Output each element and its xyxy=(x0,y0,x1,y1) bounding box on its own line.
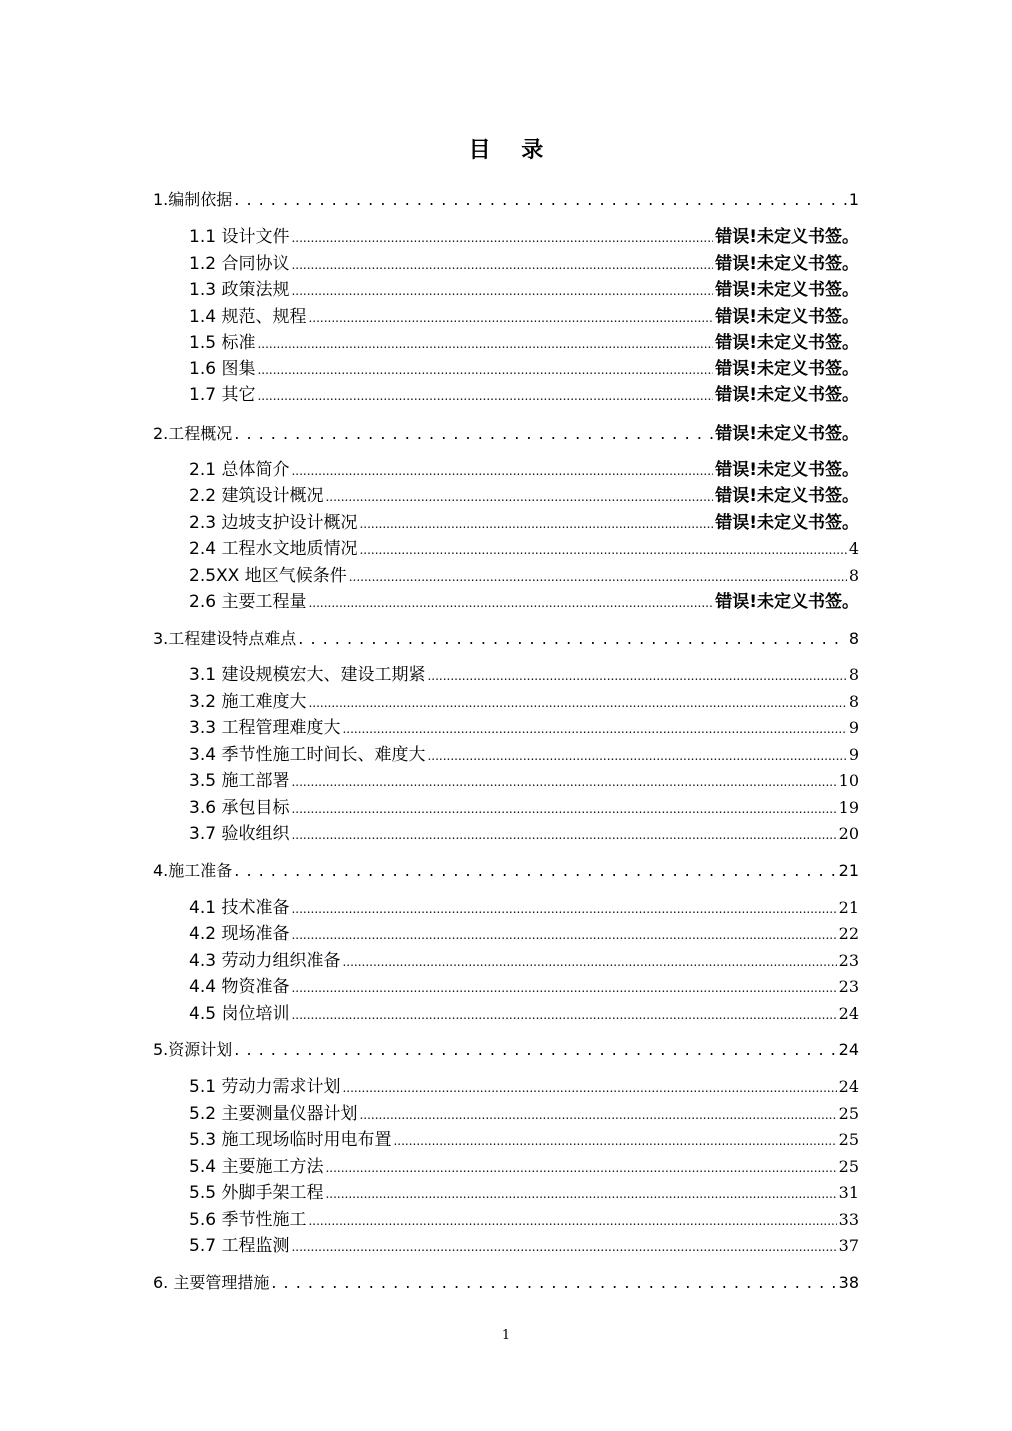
toc-entry-title: 5.资源计划 xyxy=(153,1040,233,1059)
toc-entry-title: 3.1 建设规模宏大、建设工期紧 xyxy=(189,665,426,685)
toc-dot-leader xyxy=(291,822,836,848)
toc-section-entry[interactable] xyxy=(189,589,859,615)
toc-chapter-entry[interactable] xyxy=(153,1270,859,1296)
toc-chapter-entry[interactable] xyxy=(153,421,859,447)
toc-entry-page: 19 xyxy=(838,798,859,817)
toc-entry-page: 33 xyxy=(838,1210,859,1229)
toc-dot-leader xyxy=(308,690,846,716)
toc-entry-page: 8 xyxy=(848,665,859,684)
toc-entry-title: 2.6 主要工程量 xyxy=(189,592,307,612)
toc-dot-leader xyxy=(298,626,847,652)
toc-entry-title: 4.3 劳动力组织准备 xyxy=(189,951,341,971)
toc-section-entry[interactable] xyxy=(189,304,859,330)
toc-section-entry[interactable] xyxy=(189,251,859,277)
toc-dot-leader xyxy=(291,896,836,922)
toc-entry-page: 23 xyxy=(838,977,859,996)
toc-section-entry[interactable] xyxy=(189,510,859,536)
toc-entry-page: 23 xyxy=(838,951,859,970)
toc-entry-title: 1.4 规范、规程 xyxy=(189,307,307,327)
toc-entry-title: 5.6 季节性施工 xyxy=(189,1210,307,1230)
toc-section-entry[interactable] xyxy=(189,921,859,947)
toc-dot-leader xyxy=(271,1270,836,1296)
toc-entry-page: 错误!未定义书签。 xyxy=(715,280,859,300)
toc-entry-page: 8 xyxy=(848,566,859,585)
toc-dot-leader xyxy=(325,1155,836,1181)
toc-entry-page: 20 xyxy=(838,824,859,843)
toc-entry-title: 3.2 施工难度大 xyxy=(189,692,307,712)
toc-entry-title: 2.工程概况 xyxy=(153,424,233,443)
toc-dot-leader xyxy=(349,564,847,590)
toc-title: 目 录 xyxy=(468,138,544,163)
toc-entry-page: 错误!未定义书签。 xyxy=(715,307,859,327)
toc-entry-title: 1.7 其它 xyxy=(189,385,256,405)
toc-entry-page: 9 xyxy=(848,718,859,737)
toc-dot-leader xyxy=(257,331,713,357)
toc-entry-title: 1.5 标准 xyxy=(189,333,256,353)
toc-dot-leader xyxy=(427,743,846,769)
toc-dot-leader xyxy=(342,949,836,975)
toc-entry-page: 错误!未定义书签。 xyxy=(715,385,859,405)
toc-dot-leader xyxy=(342,716,846,742)
toc-dot-leader xyxy=(291,1002,836,1028)
toc-dot-leader xyxy=(234,858,836,884)
toc-dot-leader xyxy=(291,458,713,484)
toc-chapter-entry[interactable] xyxy=(153,626,859,652)
toc-dot-leader xyxy=(291,225,713,251)
toc-dot-leader xyxy=(308,1208,836,1234)
toc-section-entry[interactable] xyxy=(189,1154,859,1180)
toc-entry-page: 21 xyxy=(838,898,859,917)
toc-section-entry[interactable] xyxy=(189,563,859,589)
toc-section-entry[interactable] xyxy=(189,895,859,921)
toc-dot-leader xyxy=(325,484,713,510)
toc-entry-title: 4.5 岗位培训 xyxy=(189,1004,290,1024)
toc-entry-title: 2.2 建筑设计概况 xyxy=(189,486,324,506)
toc-entry-page: 31 xyxy=(838,1183,859,1202)
toc-entry-page: 错误!未定义书签。 xyxy=(715,359,859,379)
toc-entry-page: 9 xyxy=(848,745,859,764)
toc-dot-leader xyxy=(359,511,713,537)
toc-section-entry[interactable] xyxy=(189,689,859,715)
toc-dot-leader xyxy=(359,1102,836,1128)
toc-dot-leader xyxy=(257,357,713,383)
toc-entry-page: 24 xyxy=(838,1040,859,1059)
toc-section-entry[interactable] xyxy=(189,662,859,688)
toc-dot-leader xyxy=(427,663,846,689)
toc-entry-title: 5.1 劳动力需求计划 xyxy=(189,1077,341,1097)
toc-entry-title: 1.6 图集 xyxy=(189,359,256,379)
toc-entry-page: 21 xyxy=(838,861,859,880)
toc-chapter-entry[interactable] xyxy=(153,1037,859,1063)
page-footer-number: 1 xyxy=(501,1328,511,1343)
toc-entry-title: 1.2 合同协议 xyxy=(189,254,290,274)
toc-entry-page: 25 xyxy=(838,1130,859,1149)
toc-entry-page: 25 xyxy=(838,1157,859,1176)
toc-section-entry[interactable] xyxy=(189,536,859,562)
toc-entry-page: 错误!未定义书签。 xyxy=(715,227,859,247)
toc-entry-page: 错误!未定义书签。 xyxy=(715,592,859,612)
toc-dot-leader xyxy=(359,537,846,563)
toc-section-entry[interactable] xyxy=(189,224,859,250)
toc-section-entry[interactable] xyxy=(189,1074,859,1100)
toc-entry-title: 3.5 施工部署 xyxy=(189,771,290,791)
toc-dot-leader xyxy=(234,421,713,447)
toc-entry-page: 4 xyxy=(848,539,859,558)
toc-entry-page: 37 xyxy=(838,1236,859,1255)
toc-section-entry[interactable] xyxy=(189,1127,859,1153)
toc-section-entry[interactable] xyxy=(189,715,859,741)
toc-entry-title: 4.1 技术准备 xyxy=(189,898,290,918)
toc-entry-title: 2.5XX 地区气候条件 xyxy=(189,566,347,586)
toc-section-entry[interactable] xyxy=(189,356,859,382)
toc-dot-leader xyxy=(291,1234,836,1260)
toc-entry-title: 5.5 外脚手架工程 xyxy=(189,1183,324,1203)
toc-section-entry[interactable] xyxy=(189,821,859,847)
toc-dot-leader xyxy=(234,1037,836,1063)
toc-entry-title: 1.1 设计文件 xyxy=(189,227,290,247)
toc-dot-leader xyxy=(291,769,836,795)
toc-entry-page: 错误!未定义书签。 xyxy=(715,460,859,480)
toc-entry-title: 2.3 边坡支护设计概况 xyxy=(189,513,358,533)
toc-entry-page: 8 xyxy=(848,629,859,648)
toc-section-entry[interactable] xyxy=(189,330,859,356)
toc-dot-leader xyxy=(342,1075,836,1101)
toc-dot-leader xyxy=(291,922,836,948)
toc-dot-leader xyxy=(257,383,713,409)
toc-dot-leader xyxy=(308,305,713,331)
toc-entry-title: 3.3 工程管理难度大 xyxy=(189,718,341,738)
toc-entry-title: 3.4 季节性施工时间长、难度大 xyxy=(189,745,426,765)
toc-entry-title: 4.2 现场准备 xyxy=(189,924,290,944)
toc-entry-page: 错误!未定义书签。 xyxy=(715,486,859,506)
toc-entry-page: 1 xyxy=(848,190,859,209)
toc-dot-leader xyxy=(291,975,836,1001)
toc-entry-title: 1.3 政策法规 xyxy=(189,280,290,300)
toc-entry-title: 5.2 主要测量仪器计划 xyxy=(189,1104,358,1124)
toc-dot-leader xyxy=(234,187,847,213)
toc-entry-title: 3.7 验收组织 xyxy=(189,824,290,844)
toc-dot-leader xyxy=(325,1181,836,1207)
toc-entry-page: 错误!未定义书签。 xyxy=(715,333,859,353)
toc-section-entry[interactable] xyxy=(189,742,859,768)
toc-section-entry[interactable] xyxy=(189,795,859,821)
toc-dot-leader xyxy=(308,590,713,616)
toc-entry-title: 2.1 总体简介 xyxy=(189,460,290,480)
toc-chapter-entry[interactable] xyxy=(153,187,859,213)
toc-section-entry[interactable] xyxy=(189,1001,859,1027)
toc-entry-page: 24 xyxy=(838,1004,859,1023)
toc-section-entry[interactable] xyxy=(189,974,859,1000)
toc-section-entry[interactable] xyxy=(189,483,859,509)
toc-dot-leader xyxy=(291,252,713,278)
toc-section-entry[interactable] xyxy=(189,1101,859,1127)
toc-dot-leader xyxy=(291,796,836,822)
toc-entry-page: 错误!未定义书签。 xyxy=(715,513,859,533)
toc-entry-page: 22 xyxy=(838,924,859,943)
toc-entry-page: 24 xyxy=(838,1077,859,1096)
toc-section-entry[interactable] xyxy=(189,457,859,483)
toc-entry-page: 25 xyxy=(838,1104,859,1123)
toc-section-entry[interactable] xyxy=(189,1207,859,1233)
toc-entry-title: 2.4 工程水文地质情况 xyxy=(189,539,358,559)
toc-dot-leader xyxy=(291,278,713,304)
toc-section-entry[interactable] xyxy=(189,768,859,794)
toc-entry-title: 4.4 物资准备 xyxy=(189,977,290,997)
toc-section-entry[interactable] xyxy=(189,277,859,303)
toc-entry-title: 4.施工准备 xyxy=(153,861,233,880)
toc-entry-title: 5.4 主要施工方法 xyxy=(189,1157,324,1177)
toc-entry-title: 3.工程建设特点难点 xyxy=(153,629,297,648)
toc-entry-page: 10 xyxy=(838,771,859,790)
toc-section-entry[interactable] xyxy=(189,1180,859,1206)
toc-entry-page: 错误!未定义书签。 xyxy=(715,424,859,444)
toc-entry-title: 5.7 工程监测 xyxy=(189,1236,290,1256)
toc-chapter-entry[interactable] xyxy=(153,858,859,884)
toc-entry-title: 1.编制依据 xyxy=(153,190,233,209)
toc-entry-title: 3.6 承包目标 xyxy=(189,798,290,818)
toc-section-entry[interactable] xyxy=(189,382,859,408)
toc-entry-title: 6. 主要管理措施 xyxy=(153,1273,270,1292)
toc-entry-title: 5.3 施工现场临时用电布置 xyxy=(189,1130,392,1150)
toc-entry-page: 8 xyxy=(848,692,859,711)
toc-dot-leader xyxy=(393,1128,836,1154)
toc-section-entry[interactable] xyxy=(189,1233,859,1259)
toc-entry-page: 38 xyxy=(838,1273,859,1292)
toc-section-entry[interactable] xyxy=(189,948,859,974)
toc-entry-page: 错误!未定义书签。 xyxy=(715,254,859,274)
